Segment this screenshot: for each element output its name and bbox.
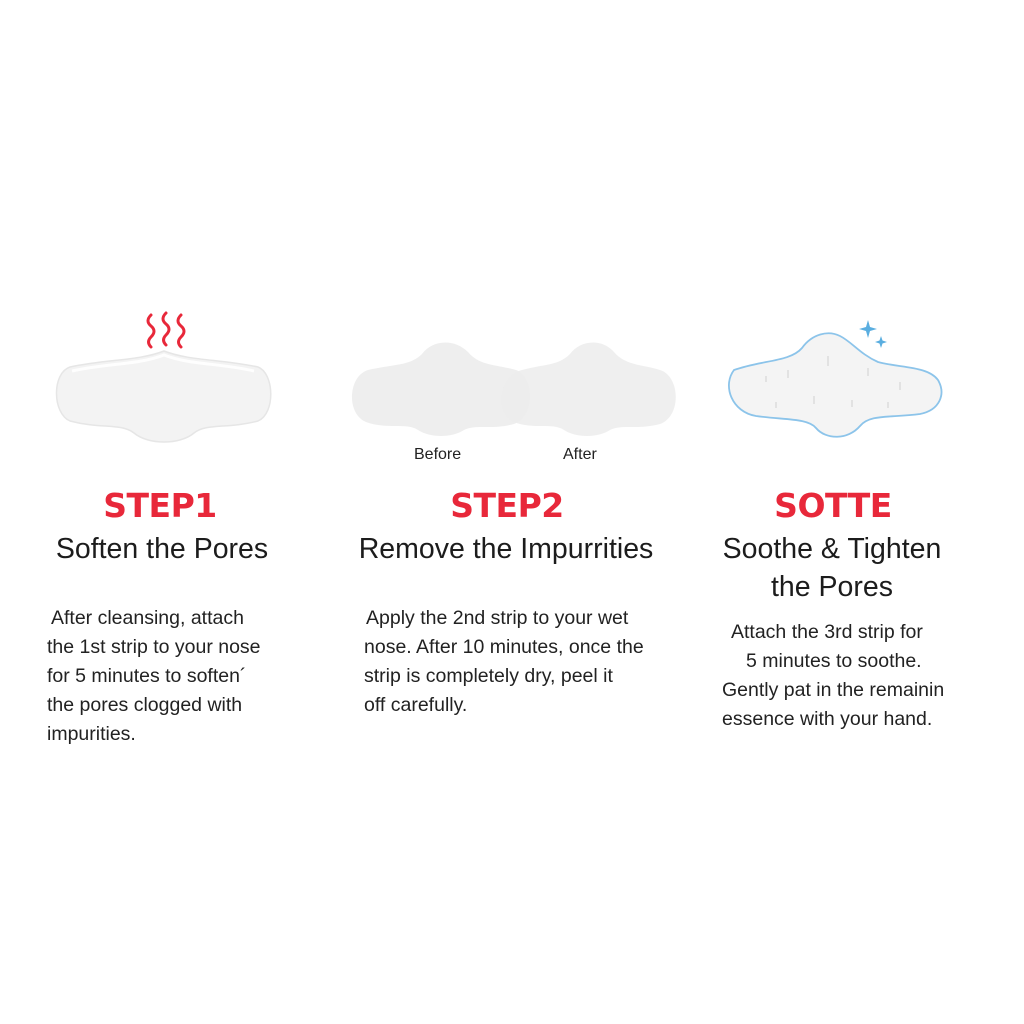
step2-illustration [344,332,680,442]
description-line: Gently pat in the remainin [722,679,945,701]
before-caption: Before [414,446,462,463]
step3-title [662,530,1002,606]
description-line: 5 minutes to soothe. [746,650,922,672]
description-line: Apply the 2nd strip to your wet [366,607,629,629]
after-caption: After [563,446,597,463]
nose-strip-shape [57,351,271,442]
step1-title [0,530,332,568]
description-line: for 5 minutes to soften´ [47,665,247,687]
step3-illustration [718,316,948,446]
nose-strip-shape [729,333,942,436]
step3-description [722,618,944,734]
description-line: off carefully. [364,694,468,716]
steam-icon [148,313,184,347]
description-line: After cleansing, attach [51,607,244,629]
description-line: strip is completely dry, peel it [364,665,613,687]
description-line: the pores clogged with [47,694,243,716]
step3-label: SOTTE [774,486,892,525]
step2-title-line: Remove the Impurrities [358,533,654,565]
description-line: the 1st strip to your nose [47,636,261,658]
step1-description [47,604,261,749]
description-line: nose. After 10 minutes, once the [364,636,644,658]
description-line: essence with your hand. [722,708,933,730]
step1-label: STEP1 [103,486,217,525]
step3-title-line: Soothe & Tighten [722,533,942,565]
step1-illustration [48,305,280,450]
step2-description [364,604,644,720]
description-line: impurities. [47,723,136,745]
step3-title-line: the Pores [771,571,893,603]
after-strip-shape [501,342,676,436]
step1-title-line: Soften the Pores [55,533,269,565]
step2-title [336,530,676,568]
description-line: Attach the 3rd strip for [731,621,923,643]
step2-label: STEP2 [450,486,564,525]
sparkle-icon [859,320,887,348]
